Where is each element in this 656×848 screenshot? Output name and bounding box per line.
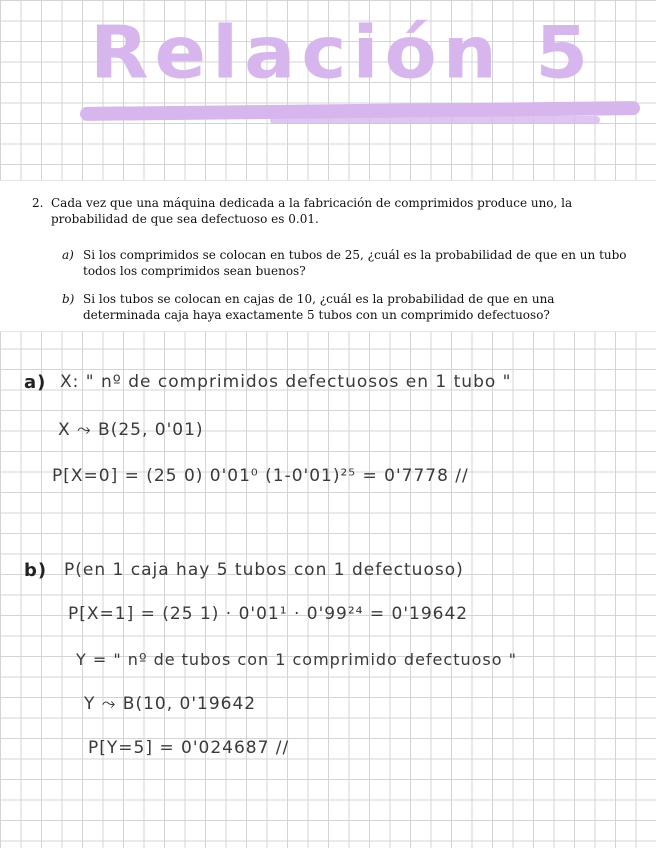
- solution-b-definition: Y = " nº de tubos con 1 comprimido defectuoso ": [76, 650, 517, 669]
- solution-b-calculation-2: P[Y=5] = 0'024687 //: [88, 738, 290, 758]
- solution-a-label: a): [24, 372, 47, 393]
- solution-b-label: b): [24, 560, 48, 581]
- page-title: Relación 5: [90, 10, 595, 95]
- solution-b-calculation-1: P[X=1] = (25 1) · 0'01¹ · 0'99²⁴ = 0'19642: [68, 604, 469, 624]
- solution-a-definition: X: " nº de comprimidos defectuosos en 1 tubo ": [60, 372, 512, 392]
- problem-item-text: Si los comprimidos se colocan en tubos de 25, ¿cuál es la probabilidad de que en un tubo todos los comprimidos sean buenos?: [83, 248, 627, 278]
- solution-b-distribution: Y ⤳ B(10, 0'19642: [84, 694, 257, 714]
- solution-b-intro: P(en 1 caja hay 5 tubos con 1 defectuoso): [64, 560, 464, 580]
- title-area: [80, 8, 600, 108]
- problem-item-label: a): [62, 248, 74, 262]
- problem-statement: [0, 180, 656, 332]
- solution-a-distribution: X ⤳ B(25, 0'01): [58, 420, 204, 440]
- problem-text: Cada vez que una máquina dedicada a la fabricación de comprimidos produce uno, la probabilidad de que sea defectuoso es 0.01.: [51, 196, 573, 226]
- problem-item-label: b): [62, 292, 75, 306]
- solution-a-calculation: P[X=0] = (25 0) 0'01⁰ (1-0'01)²⁵ = 0'7778 //: [52, 466, 469, 486]
- problem-number: 2.: [32, 196, 44, 210]
- problem-item-text: Si los tubos se colocan en cajas de 10, ¿cuál es la probabilidad de que en una determinada caja haya exactamente 5 tubos con un comprimido defectuoso?: [83, 292, 555, 322]
- title-underline-secondary: [270, 116, 600, 124]
